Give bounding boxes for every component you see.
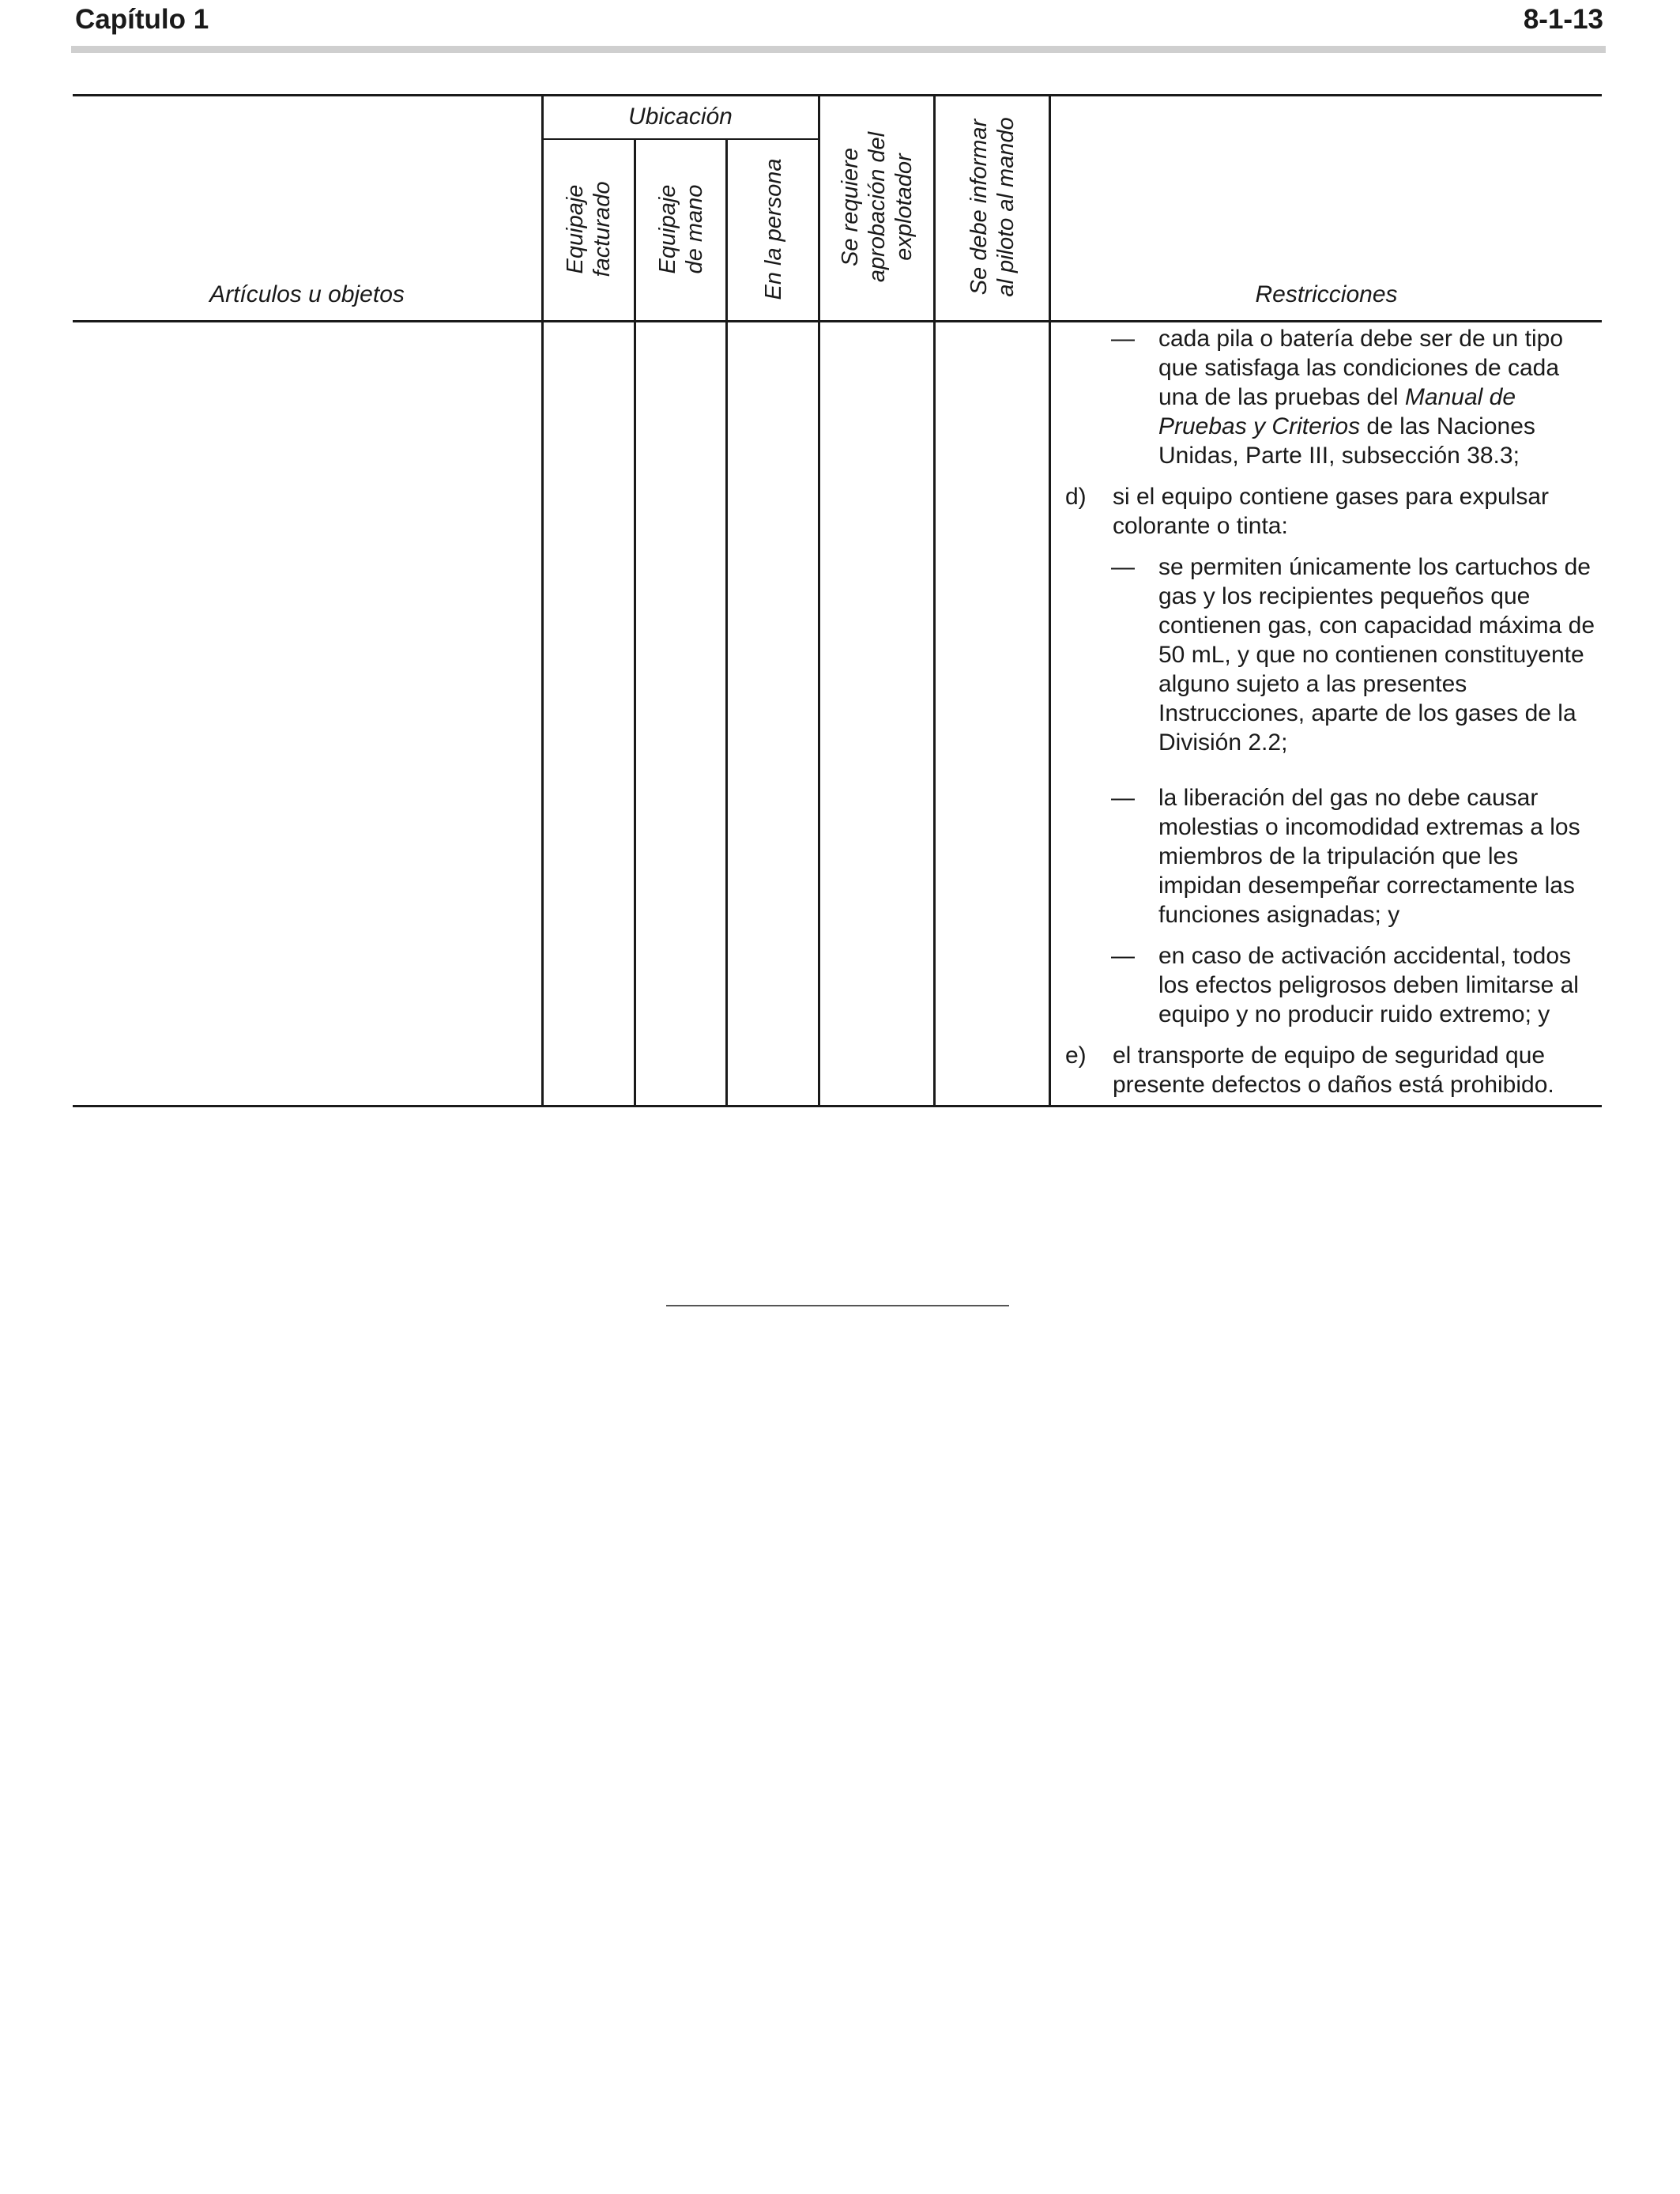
page-number: 8-1-13 bbox=[1523, 4, 1603, 35]
list-item-d bbox=[1056, 482, 1601, 541]
col-header-operator-approval: Se requiere aprobación del explotador bbox=[838, 131, 917, 283]
restriction-text: en caso de activación accidental, todos los efectos peligrosos deben limitarse al equipo y no producir ruido extremo; y bbox=[1158, 943, 1579, 1027]
dash-marker: — bbox=[1111, 326, 1135, 352]
col-header-checked-baggage: Equipaje facturado bbox=[563, 181, 615, 277]
footnote-rule bbox=[666, 1305, 1009, 1306]
list-item bbox=[1111, 783, 1601, 929]
col-divider-2 bbox=[634, 139, 636, 1106]
item-label: e) bbox=[1065, 1042, 1087, 1069]
col-header-articles: Artículos u objetos bbox=[209, 281, 405, 307]
table-top-rule bbox=[73, 94, 1602, 96]
restrictions-cell bbox=[1056, 324, 1601, 1111]
restriction-text: el transporte de equipo de seguridad que presente defectos o daños está prohibido. bbox=[1113, 1042, 1554, 1098]
list-item bbox=[1111, 324, 1601, 470]
dash-marker: — bbox=[1111, 943, 1135, 969]
list-item-e bbox=[1056, 1041, 1601, 1099]
restriction-text-part: de las Naciones Unidas, Parte III, subsección 38.3; bbox=[1158, 413, 1535, 469]
col-divider-6 bbox=[1049, 96, 1051, 1106]
dash-marker: — bbox=[1111, 554, 1135, 580]
header-bottom-rule bbox=[73, 320, 1602, 322]
header-rule bbox=[71, 46, 1606, 53]
restriction-text: la liberación del gas no debe causar molestias o incomodidad extremas a los miembros de la tripulación que les impidan desempeñar correctamente las funciones asignadas; y bbox=[1158, 785, 1580, 928]
col-header-location-group: Ubicación bbox=[628, 104, 733, 130]
manual-title: Manual de Pruebas y Criterios bbox=[1158, 384, 1516, 439]
restriction-text: se permiten únicamente los cartuchos de gas y los recipientes pequeños que contienen gas, con capacidad máxima de 50 mL, y que no contienen constituyente alguno sujeto a las presentes Instrucciones, aparte de los gases de la División 2.2; bbox=[1158, 554, 1595, 756]
col-header-carry-on: Equipaje de mano bbox=[655, 184, 707, 274]
location-group-rule bbox=[543, 138, 818, 140]
col-divider-4 bbox=[818, 96, 820, 1106]
chapter-title: Capítulo 1 bbox=[75, 4, 209, 35]
col-header-on-person: En la persona bbox=[761, 158, 786, 300]
col-header-inform-pilot: Se debe informar al piloto al mando bbox=[966, 117, 1019, 297]
item-label: d) bbox=[1065, 484, 1087, 510]
restriction-text bbox=[1158, 324, 1601, 470]
list-item bbox=[1111, 552, 1601, 757]
restriction-text-part: cada pila o batería debe ser de un tipo que satisfaga las condiciones de cada una de las pruebas del bbox=[1158, 326, 1564, 410]
col-divider-1 bbox=[541, 96, 544, 1106]
dash-marker: — bbox=[1111, 785, 1135, 811]
col-divider-5 bbox=[933, 96, 936, 1106]
col-header-restrictions: Restricciones bbox=[1255, 281, 1398, 307]
restriction-text: si el equipo contiene gases para expulsar colorante o tinta: bbox=[1113, 484, 1550, 539]
list-item bbox=[1111, 941, 1601, 1029]
col-divider-3 bbox=[725, 139, 728, 1106]
